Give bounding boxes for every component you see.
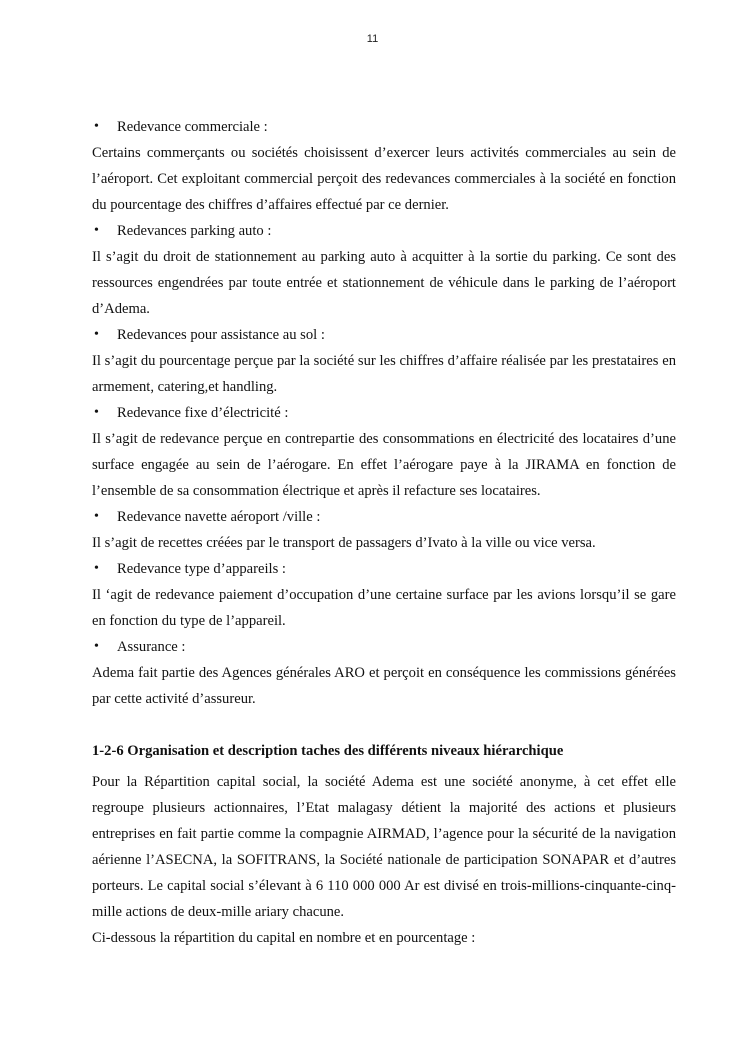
bullet-item (92, 322, 676, 348)
bullet-item (92, 218, 676, 244)
paragraph: Adema fait partie des Agences générales ARO et perçoit en conséquence les commissions générées par cette activité d’assureur. (92, 665, 676, 707)
paragraph: Certains commerçants ou sociétés choisissent d’exercer leurs activités commerciales au sein de l’aéroport. Cet exploitant commercial perçoit des redevances commerciales à la société en fonction du pourcentage des chiffres d’affaires effectué par ce dernier. (92, 145, 676, 213)
bullet-label: Redevance commerciale : (117, 119, 268, 135)
page-number: 11 (366, 33, 379, 45)
bullet-item (92, 114, 676, 140)
bullet-icon: • (94, 639, 99, 654)
bullet-label: Redevances parking auto : (117, 223, 272, 239)
paragraph: Ci-dessous la répartition du capital en nombre et en pourcentage : (92, 930, 476, 946)
bullet-icon: • (94, 119, 99, 134)
bullet-icon: • (94, 405, 99, 420)
bullet-icon: • (94, 223, 99, 238)
paragraph: Il s’agit de recettes créées par le transport de passagers d’Ivato à la ville ou vice versa. (92, 535, 596, 551)
bullet-item (92, 504, 676, 530)
paragraph: Pour la Répartition capital social, la société Adema est une société anonyme, à cet effet elle regroupe plusieurs actionnaires, l’Etat malagasy détient la majorité des actions et plusieurs entreprises en fait partie comme la compagnie AIRMAD, l’agence pour la sécurité de la navigation aérienne l’ASECNA, la SOFITRANS, la Société nationale de participation SONAPAR et d’autres porteurs. Le capital social s’élevant à 6 110 000 000 Ar est divisé en trois-millions-cinquante-cinq-mille actions de deux-mille ariary chacune. (92, 774, 676, 920)
paragraph: Il ‘agit de redevance paiement d’occupation d’une certaine surface par les avions lorsqu’il se gare en fonction du type de l’appareil. (92, 587, 676, 629)
document-body (92, 114, 676, 951)
bullet-item (92, 634, 676, 660)
paragraph: Il s’agit du droit de stationnement au parking auto à acquitter à la sortie du parking. Ce sont des ressources engendrées par toute entrée et stationnement de véhicule dans le parking de l’aéroport d’Adema. (92, 249, 676, 317)
bullet-label: Redevances pour assistance au sol : (117, 327, 325, 343)
paragraph: Il s’agit du pourcentage perçue par la société sur les chiffres d’affaire réalisée par les prestataires en armement, catering,et handling. (92, 353, 676, 395)
bullet-label: Redevance type d’appareils : (117, 561, 286, 577)
bullet-label: Redevance fixe d’électricité : (117, 405, 289, 421)
section-heading: 1-2-6 Organisation et description taches des différents niveaux hiérarchique (92, 743, 564, 759)
bullet-icon: • (94, 561, 99, 576)
bullet-icon: • (94, 327, 99, 342)
bullet-label: Redevance navette aéroport /ville : (117, 509, 321, 525)
paragraph: Il s’agit de redevance perçue en contrepartie des consommations en électricité des locataires d’une surface engagée au sein de l’aérogare. En effet l’aérogare paye à la JIRAMA en fonction de l’ensemble de sa consommation électrique et après il refacture ses locataires. (92, 431, 676, 499)
bullet-label: Assurance : (117, 639, 186, 655)
bullet-item (92, 400, 676, 426)
bullet-item (92, 556, 676, 582)
bullet-icon: • (94, 509, 99, 524)
